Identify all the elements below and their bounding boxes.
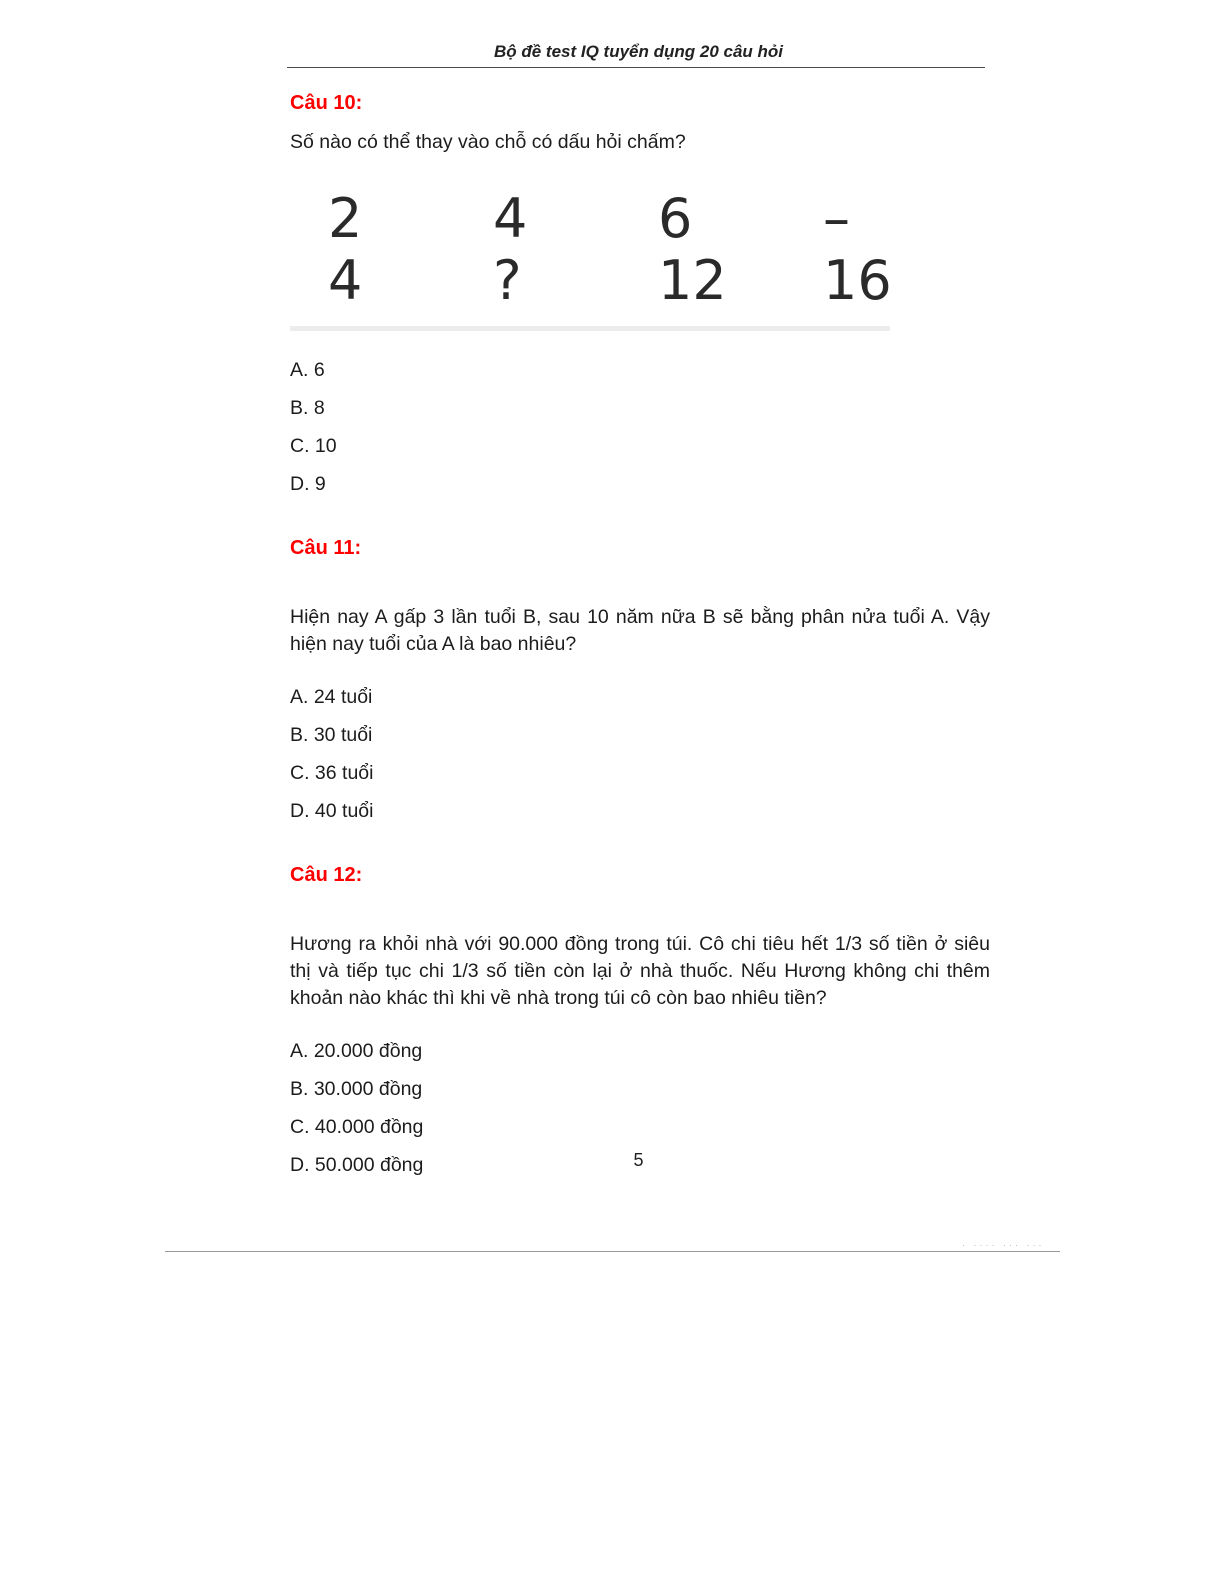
puzzle-cell: 12 (658, 249, 727, 312)
footer-divider (165, 1251, 1060, 1252)
puzzle-row-bottom (328, 250, 990, 312)
option-d: D. 9 (290, 473, 326, 495)
footer-scan-marks: · ···· ··· ··· (962, 1240, 1045, 1250)
header-divider (287, 67, 985, 68)
question-12 (290, 864, 990, 1184)
option-c: C. 36 tuổi (290, 762, 374, 784)
option-b: B. 8 (290, 397, 325, 419)
option-d: D. 50.000 đồng (290, 1154, 424, 1176)
option-b: B. 30 tuổi (290, 724, 373, 746)
question-12-text: Hương ra khỏi nhà với 90.000 đồng trong túi. Cô chi tiêu hết 1/3 số tiền ở siêu thị và tiếp tục chi 1/3 số tiền còn lại ở nhà thuốc. Nếu Hương không chi thêm khoản nào khác thì khi về nhà trong túi cô còn bao nhiêu tiền? (290, 933, 990, 1009)
page-number: 5 (633, 1150, 644, 1170)
puzzle-row-top (328, 188, 990, 250)
question-10-text: Số nào có thể thay vào chỗ có dấu hỏi chấm? (290, 131, 686, 153)
question-10 (290, 92, 990, 503)
option-c: C. 40.000 đồng (290, 1116, 424, 1138)
question-11 (290, 537, 990, 830)
question-10-heading: Câu 10: (290, 92, 363, 114)
option-d: D. 40 tuổi (290, 800, 374, 822)
puzzle-cell: 4 (493, 187, 528, 250)
question-10-options (290, 351, 990, 503)
question-11-text: Hiện nay A gấp 3 lần tuổi B, sau 10 năm nữa B sẽ bằng phân nửa tuổi A. Vậy hiện nay tuổi của A là bao nhiêu? (290, 606, 990, 655)
puzzle-cell: 16 (823, 249, 892, 312)
option-a: A. 24 tuổi (290, 686, 373, 708)
puzzle-cell: 2 (328, 187, 363, 250)
option-b: B. 30.000 đồng (290, 1078, 423, 1100)
option-a: A. 6 (290, 359, 325, 381)
question-12-heading: Câu 12: (290, 864, 363, 886)
puzzle-cell: – (823, 187, 850, 250)
document-header-title: Bộ đề test IQ tuyển dụng 20 câu hỏi (493, 42, 784, 61)
question-11-options (290, 678, 990, 830)
page-content (290, 92, 990, 1184)
option-a: A. 20.000 đồng (290, 1040, 423, 1062)
puzzle-cell: 4 (328, 249, 363, 312)
puzzle-cell: ? (493, 249, 522, 312)
question-11-heading: Câu 11: (290, 537, 362, 559)
puzzle-cell: 6 (658, 187, 693, 250)
puzzle-image-edge (290, 326, 890, 331)
option-c: C. 10 (290, 435, 337, 457)
number-puzzle-figure (290, 188, 990, 331)
